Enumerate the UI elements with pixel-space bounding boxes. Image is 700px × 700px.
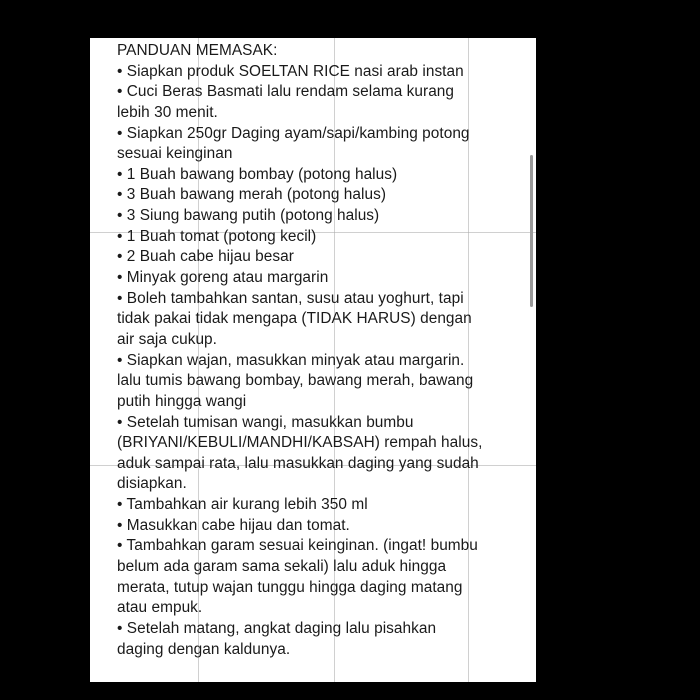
heading: PANDUAN MEMASAK: xyxy=(117,42,278,59)
text-line: tidak pakai tidak mengapa (TIDAK HARUS) dengan xyxy=(117,310,472,328)
document-page xyxy=(90,38,536,682)
text-line: lebih 30 menit. xyxy=(117,103,218,121)
text-line: • Siapkan produk SOELTAN RICE nasi arab instan xyxy=(117,62,464,80)
text-line: • Siapkan 250gr Daging ayam/sapi/kambing potong xyxy=(117,124,470,142)
text-line: aduk sampai rata, lalu masukkan daging yang sudah xyxy=(117,454,479,472)
text-line: sesuai keinginan xyxy=(117,145,233,163)
text-line: • Setelah tumisan wangi, masukkan bumbu xyxy=(117,413,414,431)
text-line: daging dengan kaldunya. xyxy=(117,640,291,658)
text-line: • 3 Buah bawang merah (potong halus) xyxy=(117,186,387,204)
text-line: • 1 Buah bawang bombay (potong halus) xyxy=(117,165,398,183)
text-line: • Tambahkan air kurang lebih 350 ml xyxy=(117,496,368,514)
text-line: atau empuk. xyxy=(117,599,203,617)
text-line: • 2 Buah cabe hijau besar xyxy=(117,248,294,266)
text-line: • Boleh tambahkan santan, susu atau yoghurt, tapi xyxy=(117,289,464,307)
text-line: • Siapkan wajan, masukkan minyak atau margarin. xyxy=(117,351,465,369)
text-line: merata, tutup wajan tunggu hingga daging matang xyxy=(117,578,463,596)
text-line: • 3 Siung bawang putih (potong halus) xyxy=(117,207,380,225)
text-line: air saja cukup. xyxy=(117,330,217,348)
scrollbar-thumb[interactable] xyxy=(530,155,533,307)
text-line: • Masukkan cabe hijau dan tomat. xyxy=(117,516,350,534)
text-line: belum ada garam sama sekali) lalu aduk hingga xyxy=(117,558,447,576)
text-line: (BRIYANI/KEBULI/MANDHI/KABSAH) rempah halus, xyxy=(117,434,483,452)
text-line: putih hingga wangi xyxy=(117,392,247,410)
text-line: • Cuci Beras Basmati lalu rendam selama kurang xyxy=(117,83,455,101)
text-line: • Tambahkan garam sesuai keinginan. (ingat! bumbu xyxy=(117,537,478,555)
recipe-text xyxy=(117,41,529,660)
text-line: lalu tumis bawang bombay, bawang merah, bawang xyxy=(117,372,474,390)
text-line: • Setelah matang, angkat daging lalu pisahkan xyxy=(117,619,437,637)
text-line: disiapkan. xyxy=(117,475,187,493)
text-line: • Minyak goreng atau margarin xyxy=(117,269,329,287)
text-line: • 1 Buah tomat (potong kecil) xyxy=(117,227,317,245)
